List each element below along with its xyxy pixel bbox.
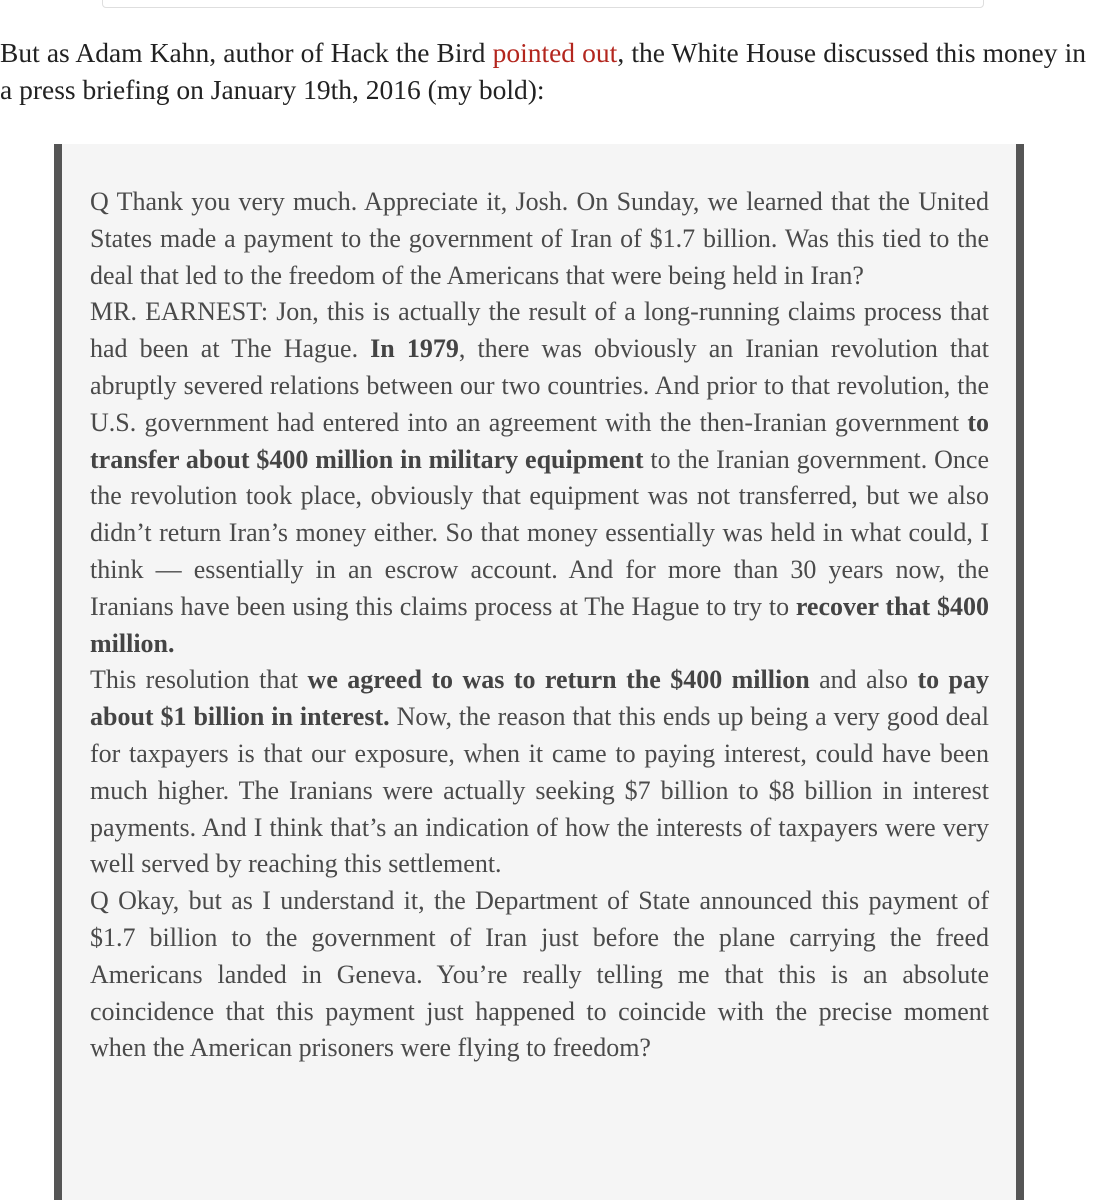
intro-paragraph [0,34,1086,108]
pointed-out-link[interactable]: pointed out [492,37,618,68]
question-paragraph-1: Q Thank you very much. Appreciate it, Josh. On Sunday, we learned that the United States made a payment to the government of Iran of $1.7 billion. Was this tied to the deal that led to the freedom of the Americans that were being held in Iran? [90,187,989,290]
intro-text-start: But as Adam Kahn, author of Hack the Bird [0,37,493,68]
resolution-text-1: This resolution that [90,665,308,695]
question-paragraph-2: Q Okay, but as I understand it, the Department of State announced this payment of $1.7 billion to the government of Iran just before the plane carrying the freed Americans landed in Geneva. You’re really telling me that this is an absolute coincidence that this payment just happened to coincide with the precise moment when the American prisoners were flying to freedom? [90,886,989,1063]
answer-text-2: , there was obviously an Iranian revolution that abruptly severed relations between our two countries. And prior to that revolution, the U.S. government had entered into an agreement with the then-Iranian government [90,334,990,437]
earnest-answer-paragraph [90,294,989,662]
bold-recover-400-million: recover that $400 million. [90,591,989,658]
bold-transfer-400-million: to transfer about $400 million in military equipment [90,407,989,474]
answer-text-3: to the Iranian government. Once the revolution took place, obviously that equipment was not transferred, but we also didn’t return Iran’s money either. So that money essentially was held in what could, I think — essentially in an escrow account. And for more than 30 years now, the Iranians have been using this claims process at The Hague to try to [90,444,989,621]
press-briefing-blockquote [54,144,1024,1200]
resolution-text-3: Now, the reason that this ends up being a very good deal for taxpayers is that our exposure, when it came to paying interest, could have been much higher. The Iranians were actually seeking $7 billion to $8 billion in interest payments. And I think that’s an indication of how the interests of taxpayers were very well served by reaching this settlement. [90,702,989,879]
answer-text-1: MR. EARNEST: Jon, this is actually the result of a long-running claims process that had been at The Hague. [90,297,989,364]
previous-content-box [102,0,984,8]
intro-text-end: , the White House discussed this money in a press briefing on January 19th, 2016 (my bold): [0,37,1087,105]
resolution-text-2: and also [809,665,918,695]
bold-pay-1-billion-interest: to pay about $1 billion in interest. [90,665,990,732]
bold-return-400-million: we agreed to was to return the $400 million [307,665,810,695]
resolution-paragraph [90,662,989,883]
bold-in-1979: In 1979 [370,334,459,364]
